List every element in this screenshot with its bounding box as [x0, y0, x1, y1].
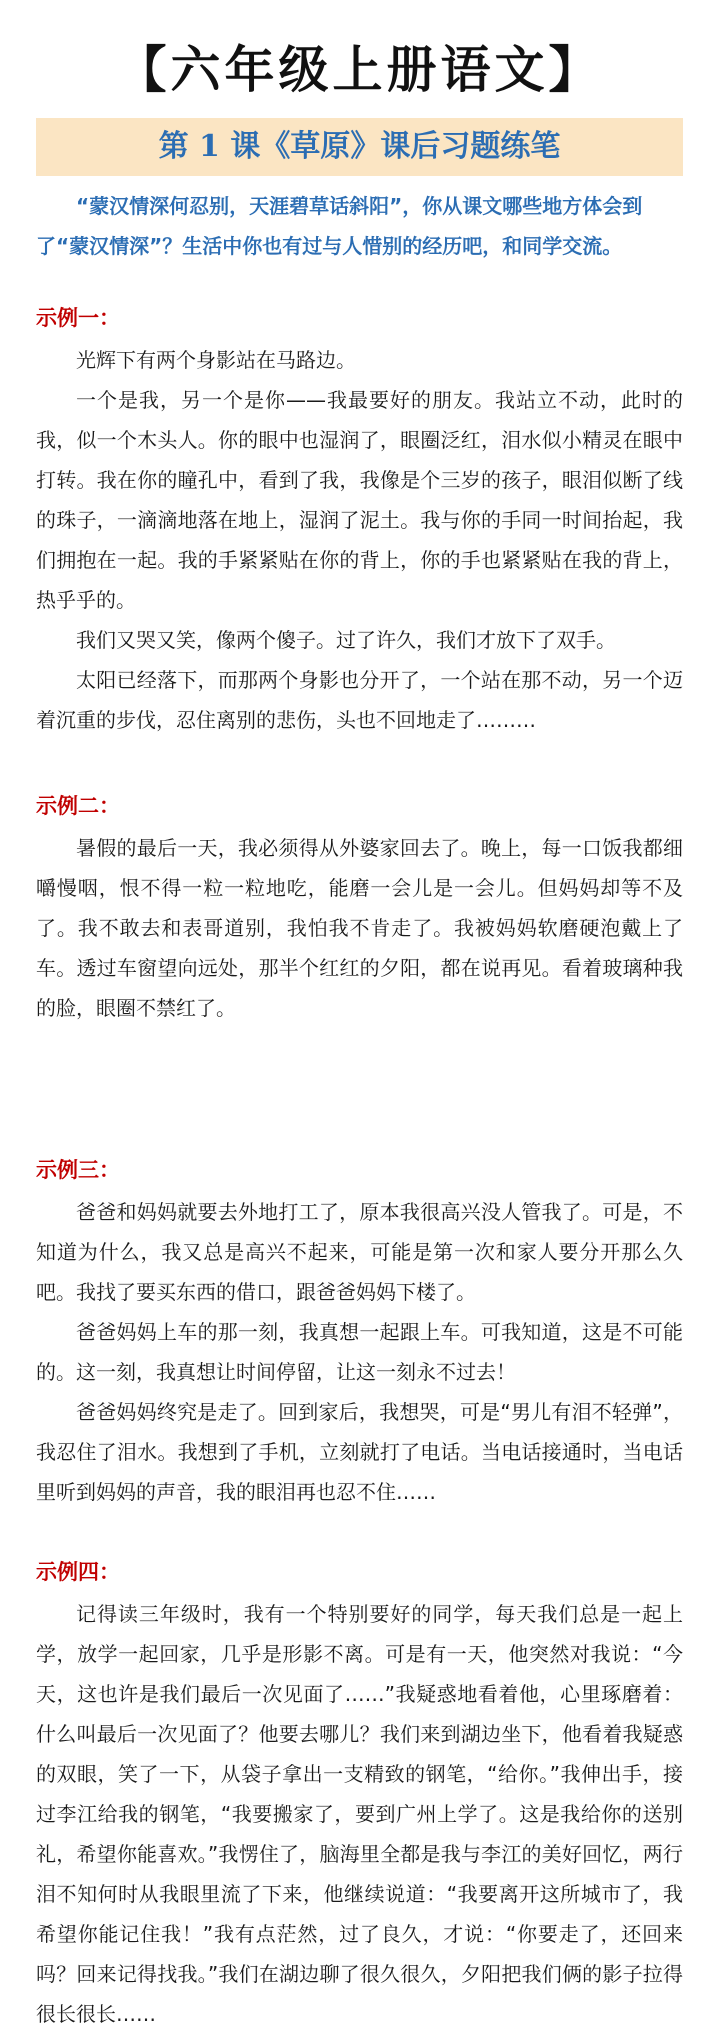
example-paragraph: 我们又哭又笑，像两个傻子。过了许久，我们才放下了双手。 [76, 628, 616, 652]
exercise-question [36, 186, 683, 266]
example-paragraph: 太阳已经落下，而那两个身影也分开了，一个站在那不动，另一个迈着沉重的步伐，忍住离别的悲伤，头也不回地走了……… [36, 668, 683, 732]
example-title: 示例一： [36, 306, 120, 330]
example-paragraph: 爸爸妈妈终究是走了。回到家后，我想哭，可是“男儿有泪不轻弹”，我忍住了泪水。我想到了手机，立刻就打了电话。当电话接通时，当电话里听到妈妈的声音，我的眼泪再也忍不住…… [36, 1400, 683, 1504]
question-line: 了“蒙汉情深”？生活中你也有过与人惜别的经历吧，和同学交流。 [36, 234, 623, 258]
example-section-1 [36, 298, 683, 740]
example-title: 示例三： [36, 1158, 120, 1182]
example-paragraph: 暑假的最后一天，我必须得从外婆家回去了。晚上，每一口饭我都细嚼慢咽，恨不得一粒一粒地吃，能磨一会儿是一会儿。但妈妈却等不及了。我不敢去和表哥道别，我怕我不肯走了。我被妈妈软磨硬泡戴上了车。透过车窗望向远处，那半个红红的夕阳，都在说再见。看着玻璃种我的脸，眼圈不禁红了。 [36, 836, 683, 1020]
page-title: 【六年级上册语文】 [116, 40, 603, 99]
example-paragraph: 爸爸妈妈上车的那一刻，我真想一起跟上车。可我知道，这是不可能的。这一刻，我真想让时间停留，让这一刻永不过去！ [36, 1320, 683, 1384]
example-title: 示例二： [36, 794, 120, 818]
example-paragraph: 记得读三年级时，我有一个特别要好的同学，每天我们总是一起上学，放学一起回家，几乎是形影不离。可是有一天，他突然对我说：“今天，这也许是我们最后一次见面了……”我疑惑地看着他，心里琢磨着：什么叫最后一次见面了？他要去哪儿？我们来到湖边坐下，他看着我疑惑的双眼，笑了一下，从袋子拿出一支精致的钢笔，“给你。”我伸出手，接过李江给我的钢笔，“我要搬家了，要到广州上学了。这是我给你的送别礼，希望你能喜欢。”我愣住了，脑海里全都是我与李江的美好回忆，两行泪不知何时从我眼里流了下来，他继续说道：“我要离开这所城市了，我希望你能记住我！”我有点茫然，过了良久，才说：“你要走了，还回来吗？回来记得找我。”我们在湖边聊了很久很久，夕阳把我们俩的影子拉得很长很长…… [36, 1602, 683, 2026]
example-title: 示例四： [36, 1560, 120, 1584]
lesson-banner: 第 1 课《草原》课后习题练笔 [36, 118, 683, 176]
example-paragraph: 一个是我，另一个是你——我最要好的朋友。我站立不动，此时的我，似一个木头人。你的眼中也湿润了，眼圈泛红，泪水似小精灵在眼中打转。我在你的瞳孔中，看到了我，我像是个三岁的孩子，眼泪似断了线的珠子，一滴滴地落在地上，湿润了泥土。我与你的手同一时间抬起，我们拥抱在一起。我的手紧紧贴在你的背上，你的手也紧紧贴在我的背上，热乎乎的。 [36, 388, 683, 612]
example-section-2 [36, 786, 683, 1028]
example-paragraph: 光辉下有两个身影站在马路边。 [76, 348, 356, 372]
example-section-4 [36, 1552, 683, 2034]
example-section-3 [36, 1150, 683, 1512]
example-paragraph: 爸爸和妈妈就要去外地打工了，原本我很高兴没人管我了。可是，不知道为什么，我又总是高兴不起来，可能是第一次和家人要分开那么久吧。我找了要买东西的借口，跟爸爸妈妈下楼了。 [36, 1200, 683, 1304]
question-line: “蒙汉情深何忍别，天涯碧草话斜阳”，你从课文哪些地方体会到 [76, 194, 643, 218]
